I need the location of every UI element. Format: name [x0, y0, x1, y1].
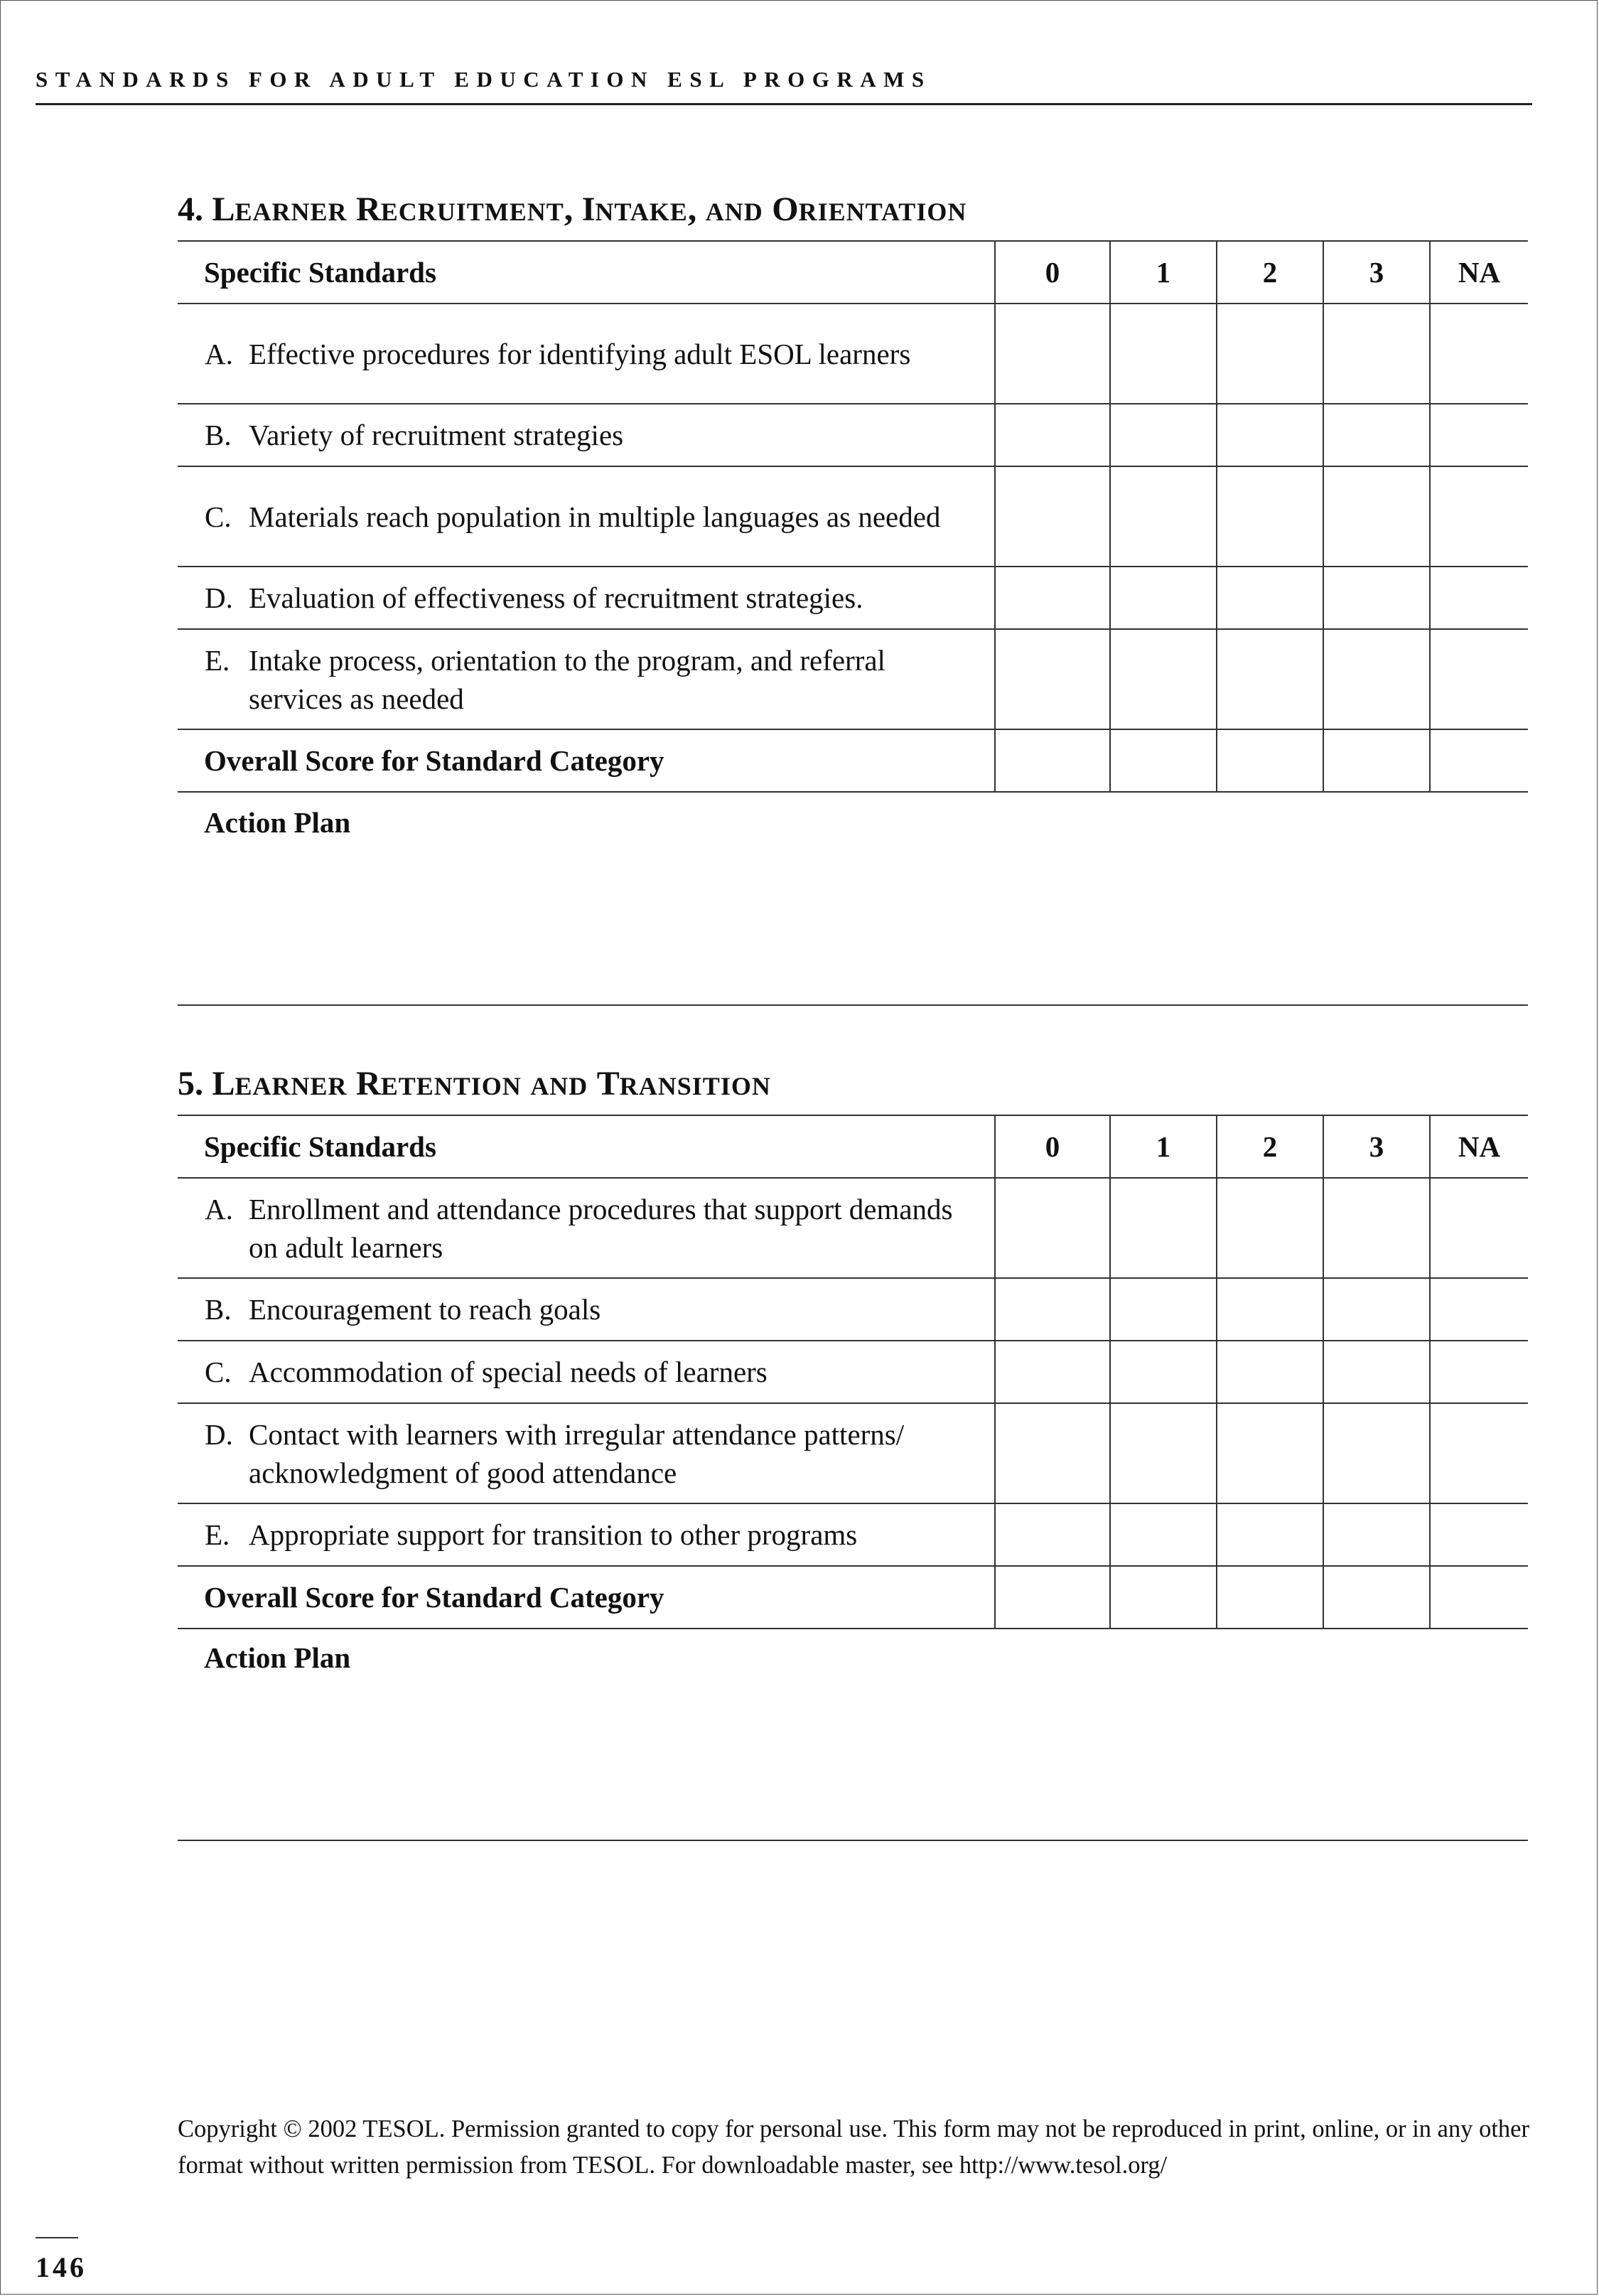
- score-cell[interactable]: [1217, 304, 1323, 404]
- table-header-row: [178, 1115, 1528, 1178]
- scale-header: 3: [1323, 1115, 1430, 1178]
- score-cell[interactable]: [1430, 729, 1528, 792]
- item-text: Contact with learners with irregular attendance patterns/ acknowledgment of good attendance: [249, 1417, 905, 1489]
- score-cell[interactable]: [1323, 729, 1430, 792]
- scale-header: 1: [1110, 241, 1217, 304]
- score-cell[interactable]: [1110, 1178, 1217, 1278]
- scale-header: NA: [1430, 241, 1528, 304]
- item-text: Effective procedures for identifying adult ESOL learners: [249, 337, 911, 370]
- score-cell[interactable]: [1110, 567, 1217, 629]
- score-cell[interactable]: [995, 1503, 1110, 1566]
- score-cell[interactable]: [1217, 1403, 1323, 1503]
- action-plan-label: Action Plan: [204, 1641, 351, 1674]
- column-header: Specific Standards: [178, 1115, 995, 1178]
- item-letter: D.: [205, 581, 233, 614]
- action-plan-rule: [178, 1004, 1528, 1006]
- score-cell[interactable]: [1323, 304, 1430, 404]
- score-cell[interactable]: [1430, 1403, 1528, 1503]
- section-title: [178, 1065, 771, 1115]
- score-cell[interactable]: [995, 629, 1110, 729]
- scale-header: NA: [1430, 1115, 1528, 1178]
- table-row: [178, 1403, 1528, 1503]
- score-cell[interactable]: [1323, 466, 1430, 567]
- score-cell[interactable]: [1217, 567, 1323, 629]
- score-cell[interactable]: [1430, 567, 1528, 629]
- score-cell[interactable]: [1430, 1278, 1528, 1341]
- score-cell[interactable]: [995, 466, 1110, 567]
- standards-table: [178, 240, 1528, 793]
- column-header: Specific Standards: [178, 241, 995, 304]
- section-title-text: LEARNER RETENTION AND TRANSITION: [212, 1065, 771, 1103]
- score-cell[interactable]: [1430, 304, 1528, 404]
- score-cell[interactable]: [1217, 1503, 1323, 1566]
- score-cell[interactable]: [1217, 1566, 1323, 1629]
- action-plan-rule: [178, 1840, 1528, 1841]
- section-number: 4.: [178, 191, 203, 228]
- score-cell[interactable]: [1217, 629, 1323, 729]
- item-letter: E.: [205, 1518, 230, 1551]
- scale-header: 3: [1323, 241, 1430, 304]
- score-cell[interactable]: [1110, 729, 1217, 792]
- score-cell[interactable]: [1110, 1566, 1217, 1629]
- score-cell[interactable]: [1110, 404, 1217, 466]
- table-row: [178, 1278, 1528, 1341]
- scale-header: 0: [995, 1115, 1110, 1178]
- score-cell[interactable]: [995, 1178, 1110, 1278]
- standards-table: [178, 1115, 1528, 1629]
- score-cell[interactable]: [1323, 1278, 1430, 1341]
- score-cell[interactable]: [1110, 1278, 1217, 1341]
- score-cell[interactable]: [1217, 1278, 1323, 1341]
- section-number: 5.: [178, 1065, 203, 1103]
- item-text: Materials reach population in multiple languages as needed: [249, 500, 941, 533]
- overall-score-row: [178, 1566, 1528, 1629]
- score-cell[interactable]: [1323, 1503, 1430, 1566]
- page-number-rule: [36, 2237, 78, 2238]
- table-row: [178, 404, 1528, 466]
- running-head: STANDARDS FOR ADULT EDUCATION ESL PROGRAMS: [36, 67, 932, 92]
- table-row: [178, 629, 1528, 729]
- score-cell[interactable]: [995, 304, 1110, 404]
- item-text: Enrollment and attendance procedures that support demands on adult learners: [249, 1192, 953, 1264]
- page-number: 146: [36, 2251, 87, 2283]
- score-cell[interactable]: [1323, 1341, 1430, 1403]
- item-letter: B.: [205, 1293, 232, 1326]
- table-row: [178, 466, 1528, 567]
- score-cell[interactable]: [995, 1278, 1110, 1341]
- item-text: Evaluation of effectiveness of recruitment strategies.: [249, 581, 863, 614]
- item-text: Variety of recruitment strategies: [249, 419, 624, 451]
- item-letter: B.: [205, 419, 232, 451]
- scale-header: 2: [1217, 1115, 1323, 1178]
- overall-label: Overall Score for Standard Category: [204, 1581, 664, 1614]
- item-text: Accommodation of special needs of learners: [249, 1356, 768, 1388]
- score-cell[interactable]: [1323, 629, 1430, 729]
- table-row: [178, 1341, 1528, 1403]
- score-cell[interactable]: [1217, 466, 1323, 567]
- score-cell[interactable]: [1323, 1403, 1430, 1503]
- score-cell[interactable]: [1110, 1341, 1217, 1403]
- item-text: Intake process, orientation to the program, and referral services as needed: [249, 643, 885, 715]
- score-cell[interactable]: [1430, 466, 1528, 567]
- score-cell[interactable]: [1217, 1341, 1323, 1403]
- score-cell[interactable]: [995, 404, 1110, 466]
- score-cell[interactable]: [1430, 1503, 1528, 1566]
- score-cell[interactable]: [1323, 1566, 1430, 1629]
- score-cell[interactable]: [1430, 1178, 1528, 1278]
- item-text: Encouragement to reach goals: [249, 1293, 601, 1326]
- score-cell[interactable]: [1110, 304, 1217, 404]
- section-title-text: LEARNER RECRUITMENT, INTAKE, AND ORIENTATION: [212, 188, 967, 228]
- score-cell[interactable]: [1323, 567, 1430, 629]
- score-cell[interactable]: [1430, 404, 1528, 466]
- table-row: [178, 567, 1528, 629]
- score-cell[interactable]: [1217, 404, 1323, 466]
- scale-header: 2: [1217, 241, 1323, 304]
- item-letter: A.: [205, 337, 233, 370]
- overall-score-row: [178, 729, 1528, 792]
- score-cell[interactable]: [1217, 1178, 1323, 1278]
- table-header-row: [178, 241, 1528, 304]
- item-text: Appropriate support for transition to other programs: [249, 1518, 858, 1551]
- score-cell[interactable]: [1110, 466, 1217, 567]
- score-cell[interactable]: [1110, 629, 1217, 729]
- table-row: [178, 1178, 1528, 1278]
- item-letter: C.: [205, 1356, 232, 1388]
- score-cell[interactable]: [995, 729, 1110, 792]
- table-row: [178, 1503, 1528, 1566]
- scale-header: 0: [995, 241, 1110, 304]
- score-cell[interactable]: [1217, 729, 1323, 792]
- score-cell[interactable]: [995, 1341, 1110, 1403]
- item-letter: E.: [205, 643, 230, 677]
- item-letter: C.: [205, 500, 232, 533]
- score-cell[interactable]: [995, 567, 1110, 629]
- score-cell[interactable]: [995, 1403, 1110, 1503]
- item-letter: D.: [205, 1417, 233, 1451]
- score-cell[interactable]: [1323, 404, 1430, 466]
- score-cell[interactable]: [995, 1566, 1110, 1629]
- copyright-notice: Copyright © 2002 TESOL. Permission granted to copy for personal use. This form may not be reproduced in print, online, or in any other format without written permission from TESOL. For downloadable master, see http://www.tesol.org/: [178, 2115, 1529, 2179]
- score-cell[interactable]: [1430, 629, 1528, 729]
- header-rule: [36, 103, 1532, 105]
- score-cell[interactable]: [1323, 1178, 1430, 1278]
- score-cell[interactable]: [1430, 1566, 1528, 1629]
- table-row: [178, 304, 1528, 404]
- score-cell[interactable]: [1110, 1403, 1217, 1503]
- item-letter: A.: [205, 1192, 233, 1225]
- score-cell[interactable]: [1430, 1341, 1528, 1403]
- scale-header: 1: [1110, 1115, 1217, 1178]
- score-cell[interactable]: [1110, 1503, 1217, 1566]
- section-title: [178, 188, 967, 240]
- action-plan-label: Action Plan: [204, 806, 351, 839]
- overall-label: Overall Score for Standard Category: [204, 744, 664, 777]
